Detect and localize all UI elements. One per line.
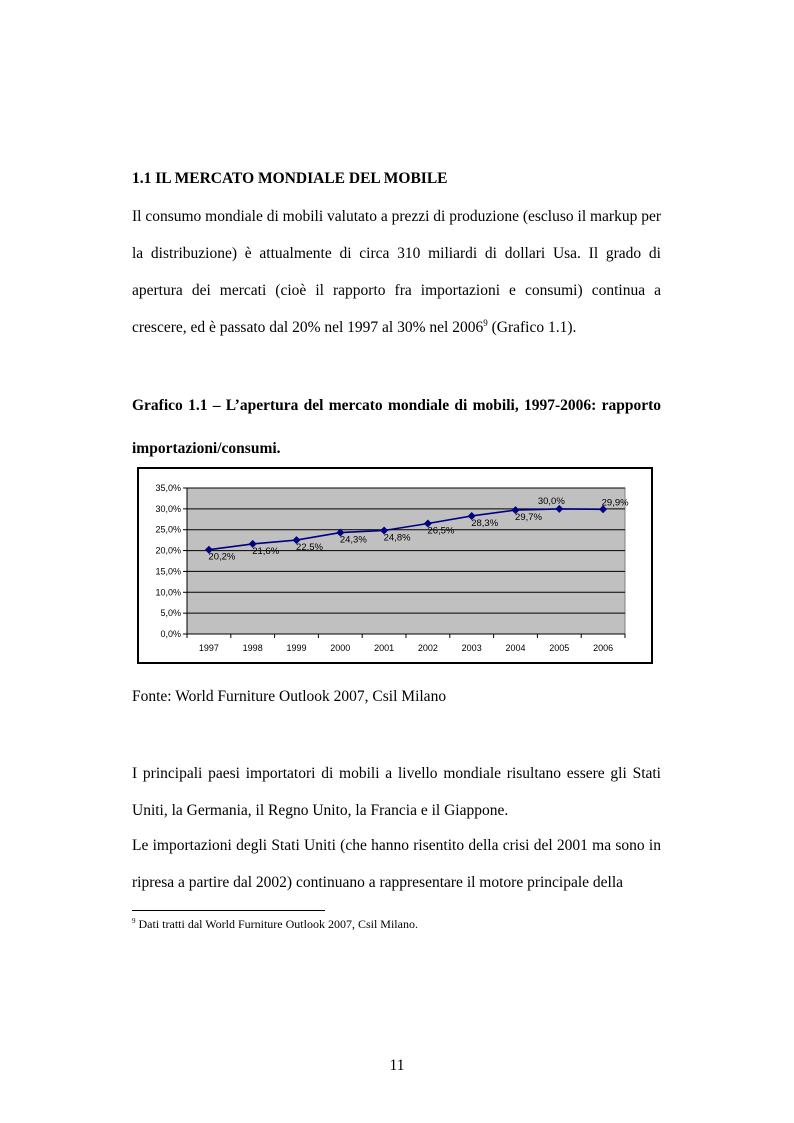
intro-paragraph — [132, 198, 661, 346]
footnote-divider — [132, 910, 325, 911]
footnote-number: 9 — [132, 917, 136, 925]
y-tick-label: 30,0% — [155, 503, 181, 514]
footnote-reference[interactable]: 9 — [483, 317, 488, 328]
data-label: 30,0% — [537, 495, 565, 507]
y-tick-label: 35,0% — [155, 483, 181, 493]
x-tick-label: 1998 — [242, 643, 263, 653]
data-label: 29,9% — [601, 497, 629, 509]
y-tick-label: 0,0% — [160, 629, 181, 639]
intro-paragraph-text: Il consumo mondiale di mobili valutato a prezzi di produzione (escluso il markup per la distribuzione) è attualmente di circa 310 miliardi di dollari Usa. Il grado di apertura dei mercati (cioè il rapporto fra importazioni e consumi) continua a crescere, ed è passato dal 20% nel 1997 al 30% nel 2006 — [132, 208, 662, 336]
x-tick-label: 1997 — [198, 643, 219, 653]
line-chart — [139, 469, 651, 662]
x-tick-label: 2003 — [461, 643, 482, 653]
importers-paragraph: I principali paesi importatori di mobili a livello mondiale risultano essere gli Stati Uniti, la Germania, il Regno Unito, la Francia e il Giappone. — [132, 765, 661, 819]
data-label: 22,5% — [296, 542, 323, 554]
data-label: 26,5% — [427, 525, 455, 537]
x-tick-label: 2005 — [549, 643, 570, 653]
y-tick-label: 20,0% — [155, 545, 181, 556]
page-number: 11 — [389, 1057, 405, 1074]
x-tick-label: 2000 — [330, 643, 351, 653]
data-label: 28,3% — [471, 517, 499, 529]
us-imports-paragraph: Le importazioni degli Stati Uniti (che hanno risentito della crisi del 2001 ma sono in ripresa a partire dal 2002) continuano a rappresentare il motore principale della — [132, 837, 661, 891]
chart-frame — [137, 467, 653, 664]
y-tick-label: 10,0% — [155, 587, 181, 598]
intro-paragraph-tail: (Grafico 1.1). — [487, 319, 577, 336]
data-label: 21,6% — [252, 545, 280, 557]
data-label: 24,8% — [383, 532, 411, 544]
x-tick-label: 1999 — [286, 643, 307, 653]
footnote-text: Dati tratti dal World Furniture Outlook 2007, Csil Milano. — [135, 917, 418, 931]
footnote — [132, 917, 418, 932]
data-label: 24,3% — [339, 534, 367, 546]
x-tick-label: 2004 — [505, 643, 526, 653]
section-title: 1.1 IL MERCATO MONDIALE DEL MOBILE — [132, 170, 448, 187]
data-label: 20,2% — [208, 551, 236, 563]
x-tick-label: 2001 — [374, 643, 395, 653]
x-tick-label: 2002 — [417, 643, 438, 653]
chart-caption: Grafico 1.1 – L’apertura del mercato mondiale di mobili, 1997-2006: rapporto importazioni/consumi. — [132, 397, 661, 457]
chart-source: Fonte: World Furniture Outlook 2007, Csil Milano — [132, 688, 447, 705]
y-tick-label: 15,0% — [155, 566, 181, 577]
data-label: 29,7% — [515, 512, 542, 524]
y-tick-label: 5,0% — [160, 608, 181, 619]
y-tick-label: 25,0% — [155, 524, 181, 535]
x-tick-label: 2006 — [593, 643, 614, 653]
